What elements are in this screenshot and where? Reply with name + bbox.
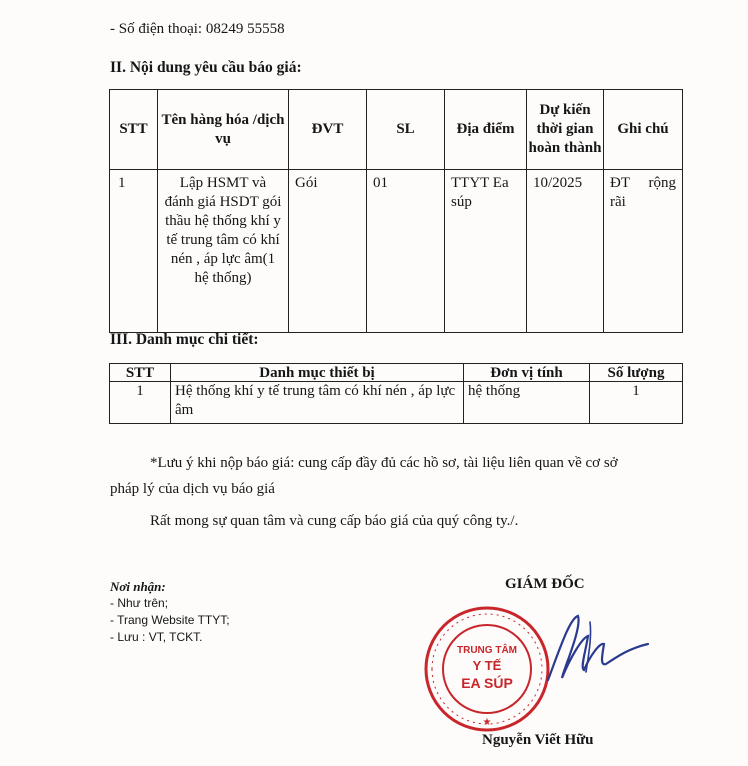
detail-cell-qty: 1 xyxy=(590,382,683,424)
header-place: Địa điểm xyxy=(445,90,527,170)
cell-qty: 01 xyxy=(367,170,445,333)
recipients-title: Nơi nhận: xyxy=(110,579,166,594)
header-qty: SL xyxy=(367,90,445,170)
detail-header-qty: Số lượng xyxy=(590,364,683,382)
table-row xyxy=(110,170,683,333)
cell-unit: Gói xyxy=(289,170,367,333)
detail-header-item: Danh mục thiết bị xyxy=(171,364,464,382)
cell-place: TTYT Ea súp xyxy=(445,170,527,333)
header-note: Ghi chú xyxy=(604,90,683,170)
header-name: Tên hàng hóa /dịch vụ xyxy=(158,90,289,170)
detail-table xyxy=(109,363,683,424)
recipient-item: - Như trên; xyxy=(110,596,169,610)
section-3-title: III. Danh mục chi tiết: xyxy=(110,331,259,348)
svg-text:Y TẾ: Y TẾ xyxy=(472,658,502,673)
recipient-item: - Trang Website TTYT; xyxy=(110,613,230,627)
svg-text:TRUNG TÂM: TRUNG TÂM xyxy=(457,645,517,656)
phone-line: - Số điện thoại: 08249 55558 xyxy=(110,21,285,37)
detail-header-unit: Đơn vị tính xyxy=(464,364,590,382)
header-unit: ĐVT xyxy=(289,90,367,170)
section-2-title: II. Nội dung yêu cầu báo giá: xyxy=(110,59,302,76)
quote-request-table xyxy=(109,89,683,333)
svg-text:★: ★ xyxy=(482,717,492,728)
note-line-2: pháp lý của dịch vụ báo giá xyxy=(110,481,275,497)
cell-note: ĐT rộng rãi xyxy=(604,170,683,333)
director-title: GIÁM ĐỐC xyxy=(505,576,585,592)
header-deadline: Dự kiến thời gian hoàn thành xyxy=(527,90,604,170)
detail-header-stt: STT xyxy=(110,364,171,382)
table-row xyxy=(110,382,683,424)
note-line-1: *Lưu ý khi nộp báo giá: cung cấp đầy đủ các hồ sơ, tài liệu liên quan về cơ sở xyxy=(150,455,618,471)
table-header-row xyxy=(110,90,683,170)
header-stt: STT xyxy=(110,90,158,170)
recipient-item: - Lưu : VT, TCKT. xyxy=(110,630,203,644)
signer-name: Nguyễn Viết Hữu xyxy=(482,732,594,748)
detail-cell-stt: 1 xyxy=(110,382,171,424)
detail-cell-item: Hệ thống khí y tế trung tâm có khí nén , áp lực âm xyxy=(171,382,464,424)
svg-text:EA SÚP: EA SÚP xyxy=(461,675,513,691)
cell-name: Lập HSMT và đánh giá HSDT gói thầu hệ thống khí y tế trung tâm có khí nén , áp lực âm(1 hệ thống) xyxy=(158,170,289,333)
detail-header-row xyxy=(110,364,683,382)
detail-cell-unit: hệ thống xyxy=(464,382,590,424)
cell-stt: 1 xyxy=(110,170,158,333)
signature-scribble xyxy=(530,608,660,688)
thanks-line: Rất mong sự quan tâm và cung cấp báo giá của quý công ty./. xyxy=(150,513,519,529)
cell-deadline: 10/2025 xyxy=(527,170,604,333)
